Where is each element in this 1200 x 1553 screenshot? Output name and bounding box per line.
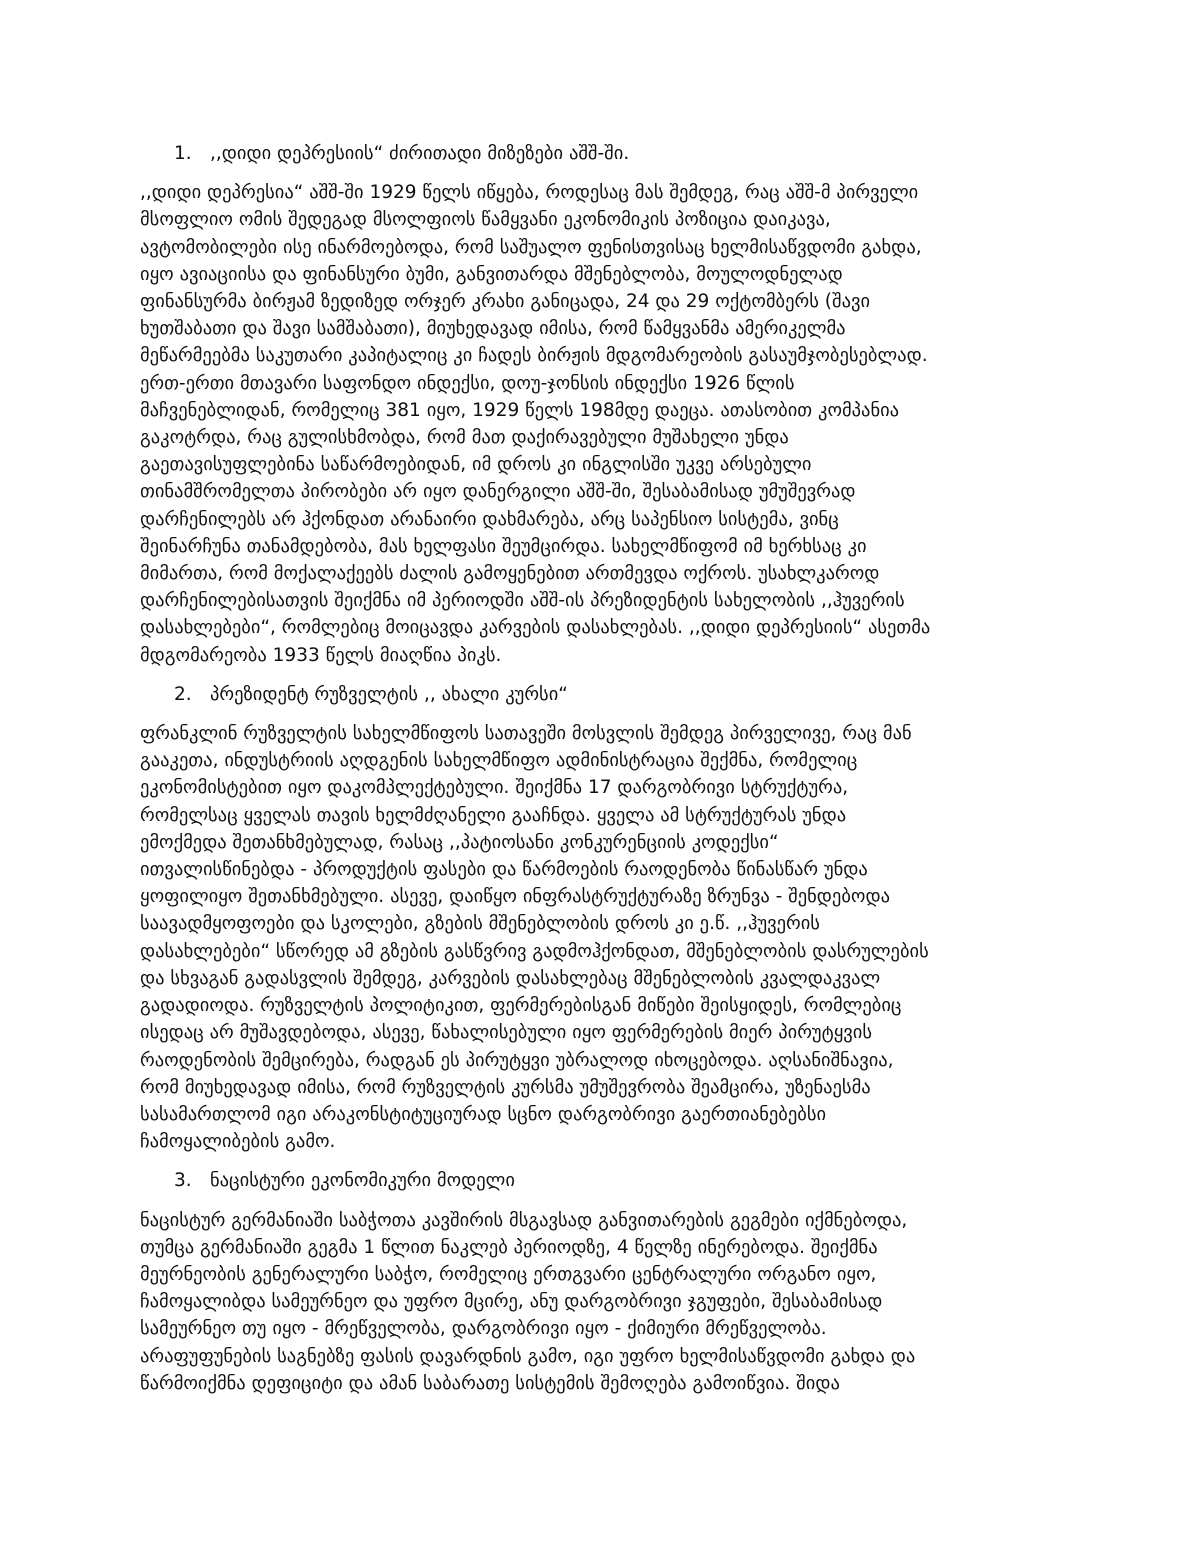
text-line: ჩამოყალიბების გამო. [140,1131,336,1153]
text-line: თინამშრომელთა პირობები არ იყო დანერგილი აშშ-ში, შესაბამისად უმუშევრად [140,481,856,503]
text-line: წარმოიქმნა დეფიციტი და ამან საბარათე სისტემის შემოღება გამოიწვია. შიდა [140,1372,840,1394]
text-line: ხუთშაბათი და შავი სამშაბათი), მიუხედავად იმისა, რომ წამყვანმა ამერიკელმა [140,318,846,340]
text-line: არაფუფუნების საგნებზე ფასის დავარდნის გამო, იგი უფრო ხელმისაწვდომი გახდა და [140,1345,916,1367]
text-line: მიმართა, რომ მოქალაქეებს ძალის გამოყენებით ართმევდა ოქროს. უსახლკაროდ [140,563,880,585]
text-line: საავადმყოფოები და სკოლები, გზების მშენებლობის დროს კი ე.წ. ,,ჰუვერის [140,913,820,935]
text-line: გაკოტრდა, რაც გულისხმობდა, რომ მათ დაქირავებული მუშახელი უნდა [140,427,789,449]
text-line: მდგომარეობა 1933 წელს მიაღწია პიკს. [140,644,502,666]
text-line: ავტომობილები ისე ინარმოებოდა, რომ საშუალო ფენისთვისაც ხელმისაწვდომი გახდა, [140,236,922,258]
text-line: ფინანსურმა ბირჟამ ზედიზედ ორჯერ კრახი განიცადა, 24 და 29 ოქტომბერს (შავი [140,291,871,313]
text-line: შეინარჩუნა თანამდებობა, მას ხელფასი შეუმცირდა. სახელმწიფომ იმ ხერხსაც კი [140,535,867,557]
section-number: 2. [174,683,192,705]
text-line: რაოდენობის შემცირება, რადგან ეს პირუტყვი უბრალოდ იხოცებოდა. აღსანიშნავია, [140,1049,894,1071]
text-line: ერთ-ერთი მთავარი საფონდო ინდექსი, დოუ-ჯონსის ინდექსი 1926 წლის [140,372,795,394]
section-number: 1. [174,143,192,164]
text-line: ითვალისწინებდა - პროდუქტის ფასები და წარმოების რაოდენობა წინასწარ უნდა [140,859,868,881]
section-paragraph [140,179,1060,669]
text-line: გაეთავისუფლებინა საწარმოებიდან, იმ დროს კი ინგლისში უკვე არსებული [140,454,812,476]
text-line: მსოფლიო ომის შედეგად მსოლფიოს წამყვანი ეკონომიკის პოზიცია დაიკავა, [140,209,831,231]
text-line: გადადიოდა. რუზველტის პოლიტიკით, ფერმერებისგან მიწები შეისყიდეს, რომლებიც [140,995,902,1017]
text-line: ნაცისტურ გერმანიაში საბჭოთა კავშირის მსგავსად განვითარების გეგმები იქმნებოდა, [140,1209,908,1231]
text-line: თუმცა გერმანიაში გეგმა 1 წლით ნაკლებ პერიოდზე, 4 წელზე ინერებოდა. შეიქმნა [140,1236,878,1258]
text-line: გააკეთა, ინდუსტრიის აღდგენის სახელმწიფო ადმინისტრაცია შექმნა, რომელიც [140,750,858,772]
text-line: დასახლებები“, რომლებიც მოიცავდა კარვების დასახლებას. ,,დიდი დეპრესიის“ ასეთმა [140,617,931,639]
text-line: მეურნეობის გენერალური საბჭო, რომელიც ერთგვარი ცენტრალური ორგანო იყო, [140,1263,877,1285]
text-line: ყოფილიყო შეთანხმებული. ასევე, დაიწყო ინფრასტრუქტურაზე ზრუნვა - შენდებოდა [140,886,890,908]
section-title: ნაცისტური ეკონომიკური მოდელი [210,1170,515,1192]
text-line: დარჩენილებს არ ჰქონდათ არანაირი დახმარება, არც საპენსიო სისტემა, ვინც [140,508,839,530]
section-paragraph [140,720,1060,1155]
text-line: მეწარმეებმა საკუთარი კაპიტალიც კი ჩადეს ბირჟის მდგომარეობის გასაუმჯობესებლად. [140,345,928,367]
section-title: პრეზიდენტ რუზველტის ,, ახალი კურსი“ [210,683,568,705]
text-line: ფრანკლინ რუზველტის სახელმწიფოს სათავეში მოსვლის შემდეგ პირველივე, რაც მან [140,723,912,745]
section-paragraph [140,1207,1060,1397]
section-heading [140,140,1060,167]
section-heading [140,681,1060,708]
text-line: ისედაც არ მუშავდებოდა, ასევე, წახალისებული იყო ფერმერების მიერ პირუტყვის [140,1022,873,1044]
text-line: ეკონომისტებით იყო დაკომპლექტებული. შეიქმნა 17 დარგობრივი სტრუქტურა, [140,777,849,799]
text-line: სასამართლომ იგი არაკონსტიტუციურად სცნო დარგობრივი გაერთიანებებსი [140,1103,827,1125]
text-line: რომელსაც ყველას თავის ხელმძღანელი გააჩნდა. ყველა ამ სტრუქტურას უნდა [140,804,847,826]
section-title: ,,დიდი დეპრესიის“ ძირითადი მიზეზები აშშ-ში. [210,143,630,164]
section-number: 3. [174,1170,192,1192]
text-line: ემოქმედა შეთანხმებულად, რასაც ,,პატიოსანი კონკურენციის კოდექსი“ [140,831,779,853]
text-line: და სხვაგან გადასვლის შემდეგ, კარვების დასახლებაც მშენებლობის კვალდაკვალ [140,967,881,989]
text-line: ,,დიდი დეპრესია“ აშშ-ში 1929 წელს იწყება, როდესაც მას შემდეგ, რაც აშშ-მ პირველი [140,182,919,204]
section-heading [140,1167,1060,1194]
text-line: დასახლებები“ სწორედ ამ გზების გასწვრივ გადმოჰქონდათ, მშენებლობის დასრულების [140,940,929,962]
text-line: ჩამოყალიბდა სამეურნეო და უფრო მცირე, ანუ დარგობრივი ჯგუფები, შესაბამისად [140,1291,883,1313]
text-line: სამეურნეო თუ იყო - მრეწველობა, დარგობრივი იყო - ქიმიური მრეწველობა. [140,1318,827,1340]
text-line: იყო ავიაციისა და ფინანსური ბუმი, განვითარდა მშენებლობა, მოულოდნელად [140,263,843,285]
document-body [140,140,1060,1409]
text-line: დარჩენილებისათვის შეიქმნა იმ პერიოდში აშშ-ის პრეზიდენტის სახელობის ,,ჰუვერის [140,590,905,612]
text-line: რომ მიუხედავად იმისა, რომ რუზველტის კურსმა უმუშევრობა შეამცირა, უზენაესმა [140,1076,871,1098]
text-line: მაჩვენებლიდან, რომელიც 381 იყო, 1929 წელს 198მდე დაეცა. ათასობით კომპანია [140,399,900,421]
